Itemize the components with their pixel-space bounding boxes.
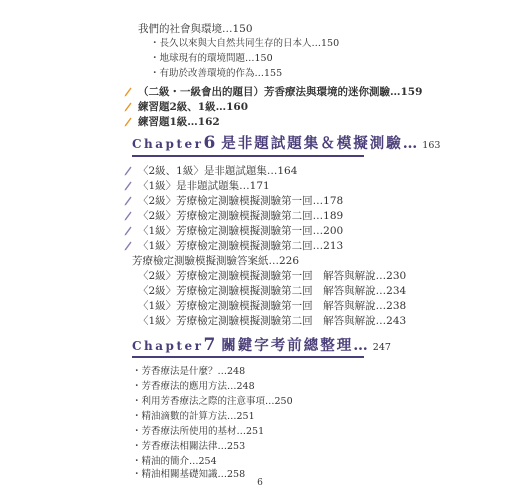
toc-entry: 〈1級〉芳療檢定測驗模擬測驗第一回 解答與解說…238 <box>138 300 407 312</box>
chapter-page: 247 <box>372 342 391 353</box>
toc-entry-text: （二級・一級會出的題目）芳香療法與環境的迷你測驗…159 <box>138 86 423 98</box>
pen-icon <box>124 181 132 191</box>
toc-entry: ・精油的簡介…254 <box>132 456 217 467</box>
toc-entry: ・精油滴數的計算方法…251 <box>132 411 255 422</box>
toc-entry: ・芳香療法是什麼？…248 <box>132 366 246 377</box>
toc-entry-text: 〈2級〉芳療檢定測驗模擬測驗第二回…189 <box>138 210 344 222</box>
chapter-6-heading <box>132 132 440 153</box>
toc-entry-text: 〈1級〉是非題試題集…171 <box>138 180 270 192</box>
pen-icon <box>124 211 132 221</box>
chapter-number: 6 <box>203 133 216 153</box>
toc-entry <box>138 164 297 178</box>
toc-subentry: ・有助於改善環境的作為…155 <box>150 68 283 79</box>
toc-entry-practice <box>138 115 220 129</box>
pen-icon <box>124 102 132 112</box>
toc-entry-text: 練習題1級…162 <box>138 116 220 128</box>
toc-entry: 我們的社會與環境…150 <box>138 23 253 35</box>
pen-icon <box>124 226 132 236</box>
toc-entry: 〈2級〉芳療檢定測驗模擬測驗第一回 解答與解說…230 <box>138 270 407 282</box>
toc-entry-text: 練習題2級、1級…160 <box>138 101 249 113</box>
toc-entry-text: 〈2級〉芳療檢定測驗模擬測驗第一回…178 <box>138 195 344 207</box>
chapter-6-rule <box>132 155 364 157</box>
toc-entry-text: 〈2級、1級〉是非題試題集…164 <box>138 165 298 177</box>
chapter-title: 關鍵字考前總整理… <box>221 337 370 354</box>
chapter-title: 是非題試題集＆模擬測驗… <box>221 135 420 152</box>
toc-entry: ・芳香療法相關法律…253 <box>132 441 246 452</box>
toc-entry-text: 〈1級〉芳療檢定測驗模擬測驗第一回…200 <box>138 225 344 237</box>
chapter-page: 163 <box>422 140 441 151</box>
pen-icon <box>124 87 132 97</box>
toc-entry <box>138 239 343 253</box>
chapter-word: Chapter <box>132 137 204 151</box>
pen-icon <box>124 241 132 251</box>
toc-entry <box>138 179 270 193</box>
page-number: 6 <box>257 478 263 488</box>
toc-entry <box>138 194 343 208</box>
toc-subentry: ・地球現有的環境問題…150 <box>150 53 273 64</box>
chapter-7-rule <box>132 356 364 358</box>
toc-entry <box>138 209 343 223</box>
pen-icon <box>124 166 132 176</box>
chapter-word: Chapter <box>132 339 204 353</box>
toc-entry-practice <box>138 100 248 114</box>
toc-entry: ・芳香療法所使用的基材…251 <box>132 426 265 437</box>
chapter-7-heading <box>132 334 391 355</box>
toc-entry: ・精油相關基礎知識…258 <box>132 469 246 480</box>
toc-subentry: ・長久以來與大自然共同生存的日本人…150 <box>150 38 340 49</box>
toc-entry <box>138 224 343 238</box>
pen-icon <box>124 196 132 206</box>
toc-entry: 〈2級〉芳療檢定測驗模擬測驗第二回 解答與解說…234 <box>138 285 407 297</box>
toc-entry: 〈1級〉芳療檢定測驗模擬測驗第二回 解答與解說…243 <box>138 315 407 327</box>
toc-entry: 芳療檢定測驗模擬測驗答案紙…226 <box>132 255 300 267</box>
toc-entry-quiz <box>138 85 422 99</box>
toc-entry: ・利用芳香療法之際的注意事項…250 <box>132 396 293 407</box>
toc-entry: ・芳香療法的應用方法…248 <box>132 381 255 392</box>
pen-icon <box>124 117 132 127</box>
chapter-number: 7 <box>203 335 216 355</box>
toc-entry-text: 〈1級〉芳療檢定測驗模擬測驗第二回…213 <box>138 240 344 252</box>
